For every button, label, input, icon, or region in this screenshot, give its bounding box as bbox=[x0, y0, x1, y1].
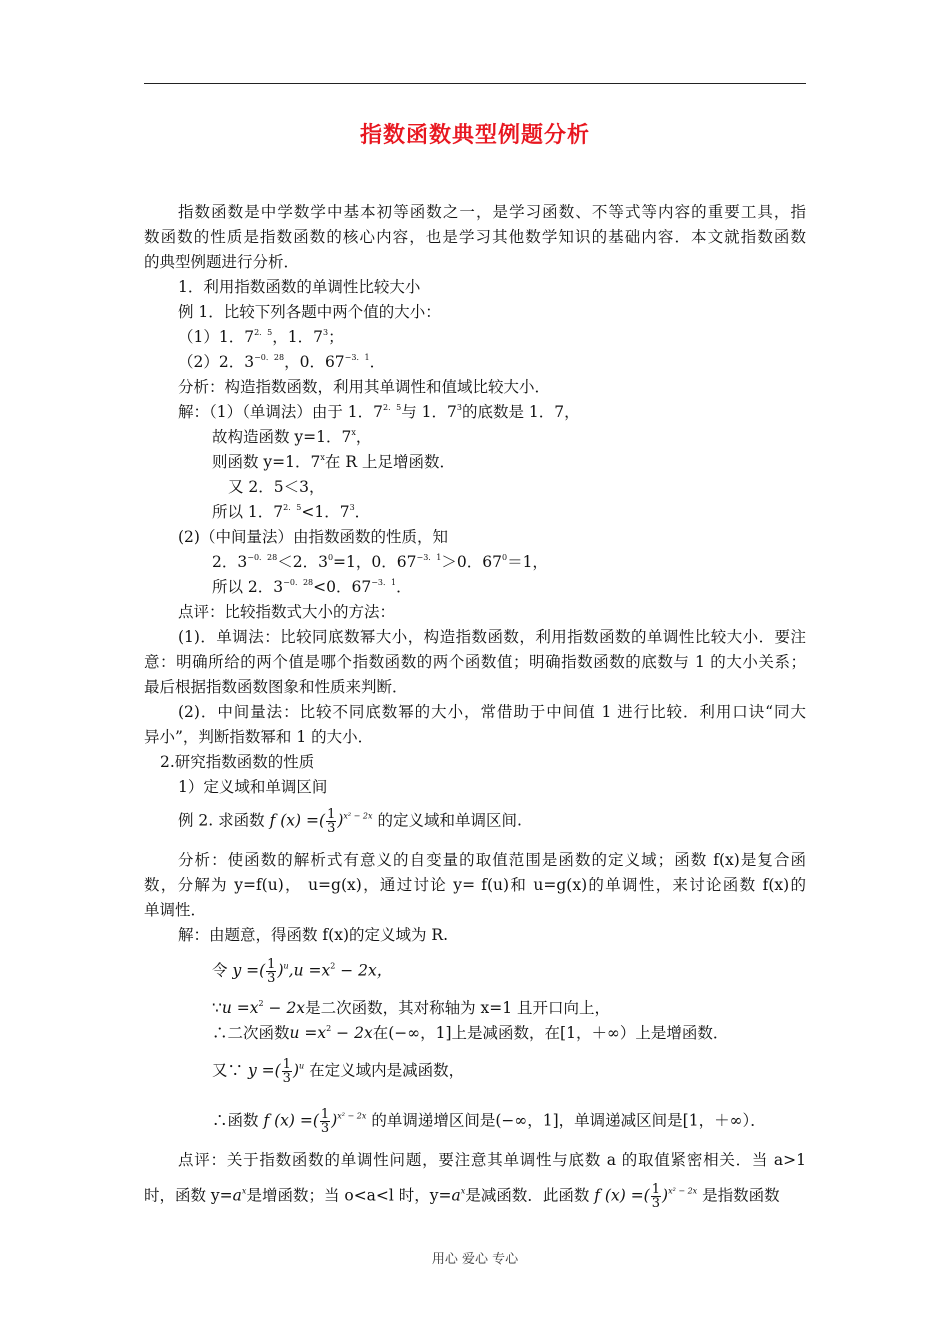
solution-1-line-2: 故构造函数 y=1．7$^x$， bbox=[212, 428, 372, 446]
example-2-final-line: ∴函数 f (x) =( $\frac{1}{3}$ )$^{x^2 - 2x}$ 的单调递增区间是(−∞，1]，单调递减区间是[1，＋∞）． bbox=[212, 1107, 766, 1136]
section-2-heading: 2.研究指数函数的性质 bbox=[160, 753, 315, 771]
solution-1-line-3: 则函数 y=1．7$^x$在 R 上足增函数． bbox=[212, 453, 455, 471]
solution-2-line-3: 所以 2．$3^{-0.28}<0$．$67^{-3.1}$． bbox=[212, 578, 412, 596]
solution-2-heading: (2)（中间量法）由指数函数的性质，知 bbox=[178, 528, 448, 546]
example-2-therefore-line: ∴二次函数$u =x^2 - 2x$在(−∞，1]上是减函数，在[1，＋∞）上是增函数． bbox=[212, 1024, 729, 1042]
review-2-line-2: 时，函数 $y=a^x$是增函数；当 o<a<l 时，$y=a^x$是减函数．此函数 f (x) =( $\frac{1}{3}$ )$^{x^2 - 2x}$ 是指数函数 bbox=[144, 1182, 780, 1211]
solution-2-line-2: 2．$3^{-0.28}<2$．$3^0=1$，0．$67^{-3.1}>0$．$67^0=1$， bbox=[212, 553, 548, 571]
section-1-heading: 1．利用指数函数的单调性比较大小 bbox=[178, 278, 421, 296]
section-2-subheading: 1）定义域和单调区间 bbox=[178, 778, 328, 796]
page-footer: 用心 爱心 专心 bbox=[431, 1252, 519, 1267]
review-1-method-1-line-3: 最后根据指数函数图象和性质来判断． bbox=[144, 678, 408, 696]
example-1-part-2: （2）2．$3^{-0.28}$，0．$67^{-3.1}$． bbox=[178, 353, 386, 371]
intro-line-3: 的典型例题进行分析． bbox=[144, 253, 300, 271]
review-1-heading: 点评：比较指数式大小的方法： bbox=[178, 603, 396, 621]
example-2-analysis-line-3: 单调性． bbox=[144, 901, 207, 919]
example-2-analysis-line-2: 数，分解为 y=f(u)， u=g(x)，通过讨论 y= f(u)和 u=g(x)的单调性，来讨论函数 f(x)的 bbox=[144, 876, 806, 894]
example-2-solution-heading: 解：由题意，得函数 f(x)的定义域为 R. bbox=[178, 926, 449, 944]
fraction-one-third: $\frac{1}{3}$ bbox=[327, 807, 336, 836]
example-2-let-line: 令 y =( $\frac{1}{3}$ )$^u,u =x^2 - 2x$， bbox=[212, 957, 393, 986]
header-rule bbox=[144, 83, 806, 84]
page-title: 指数函数典型例题分析 bbox=[359, 123, 590, 148]
intro-line-1: 指数函数是中学数学中基本初等函数之一，是学习函数、不等式等内容的重要工具，指 bbox=[178, 203, 806, 221]
review-1-method-1-line-1: (1)．单调法：比较同底数幂大小，构造指数函数，利用指数函数的单调性比较大小．要注 bbox=[178, 628, 806, 646]
example-2-stem: 例 2. 求函数 f (x) =( $\frac{1}{3}$ )$^{x^2 - 2x}$ 的定义域和单调区间. bbox=[178, 807, 522, 836]
example-1-stem: 例 1．比较下列各题中两个值的大小： bbox=[178, 303, 441, 321]
review-1-method-2-line-2: 异小”，判断指数幂和 1 的大小． bbox=[144, 728, 374, 746]
example-2-because-line: ∵u $=x^2 - 2x$是二次函数，其对称轴为 x=1 且开口向上， bbox=[212, 999, 611, 1017]
solution-1-line-4: 又 2．5＜3， bbox=[228, 478, 325, 496]
review-1-method-2-line-1: (2)．中间量法：比较不同底数幂的大小，常借助于中间值 1 进行比较．利用口诀“同大 bbox=[178, 703, 806, 721]
review-2-line-1: 点评：关于指数函数的单调性问题，要注意其单调性与底数 a 的取值紧密相关．当 a>1 bbox=[178, 1151, 806, 1169]
intro-line-2: 数函数的性质是指数函数的核心内容，也是学习其他数学知识的基础内容．本文就指数函数 bbox=[144, 228, 806, 246]
solution-1-line-5: 所以 1．$7^{2.5}<1$．$7^3$． bbox=[212, 503, 371, 521]
example-1-analysis: 分析：构造指数函数，利用其单调性和值域比较大小． bbox=[178, 378, 551, 396]
example-1-part-1: （1）1．$7^{2.5}$，1．$7^3$； bbox=[178, 328, 344, 346]
review-1-method-1-line-2: 意：明确所给的两个值是哪个指数函数的两个函数值；明确指数函数的底数与 1 的大小关系； bbox=[144, 653, 806, 671]
example-2-analysis-line-1: 分析：使函数的解析式有意义的自变量的取值范围是函数的定义域；函数 f(x)是复合函 bbox=[178, 851, 806, 869]
solution-1-line-1: 解：（1）（单调法）由于 1．$7^{2.5}$与 1．$7^3$的底数是 1．7， bbox=[178, 403, 580, 421]
example-2-also-line: 又∵ y =( $\frac{1}{3}$ )$^u$ 在定义域内是减函数， bbox=[212, 1057, 465, 1086]
